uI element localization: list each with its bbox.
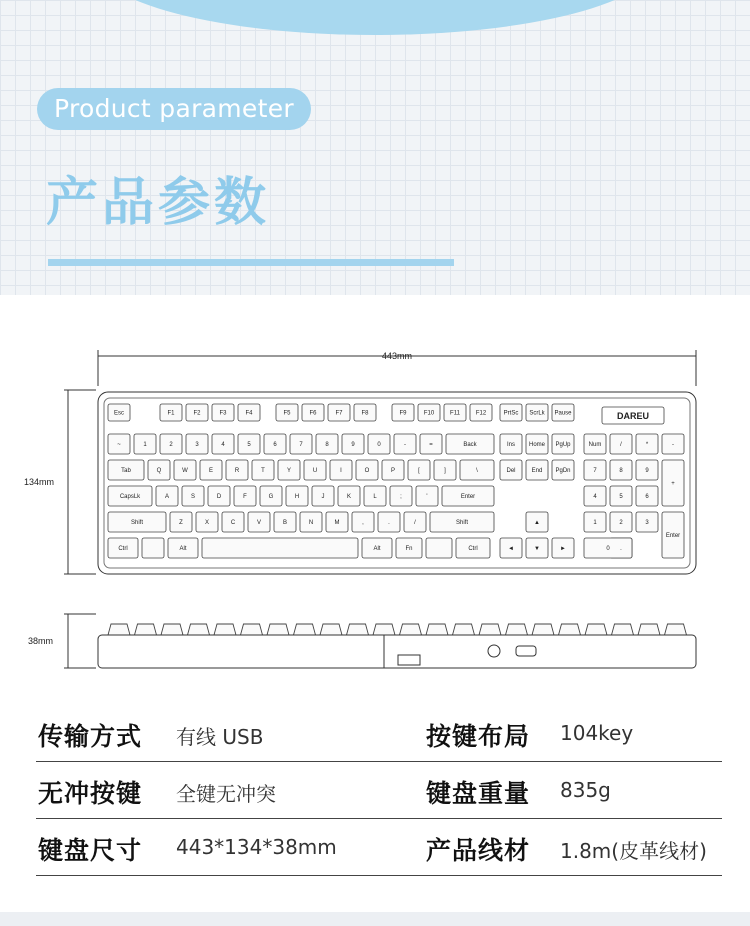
key-legend: 8 xyxy=(619,468,623,474)
key-legend: F4 xyxy=(245,410,253,417)
key-legend: CapsLk xyxy=(119,494,141,500)
keycap-side xyxy=(612,624,634,635)
key-legend: F10 xyxy=(423,410,435,417)
key-legend: J xyxy=(321,494,325,500)
key-legend: Tab xyxy=(121,468,131,474)
key-legend: 5 xyxy=(619,494,623,500)
keycap-side xyxy=(161,624,183,635)
key-legend: Fn xyxy=(405,546,413,552)
key-legend: A xyxy=(164,494,170,500)
keycap-side xyxy=(347,624,369,635)
param-value: 有线 USB xyxy=(176,725,264,749)
key-legend: = xyxy=(429,442,433,448)
key-legend: PgUp xyxy=(555,442,571,448)
key-legend: 2 xyxy=(169,442,173,448)
key-legend: F3 xyxy=(219,410,227,417)
key-legend: / xyxy=(620,442,622,448)
key-legend: ▼ xyxy=(534,546,540,552)
key-legend: , xyxy=(362,520,364,526)
keycap-side xyxy=(532,624,554,635)
param-row xyxy=(36,762,722,819)
keycap-side xyxy=(426,624,448,635)
page-title: 产品参数 xyxy=(46,173,271,233)
keycap-side xyxy=(320,624,342,635)
key-legend: 0 xyxy=(606,546,610,552)
key-legend: F2 xyxy=(193,410,201,417)
key-legend: Ctrl xyxy=(468,546,478,552)
key-legend: . xyxy=(388,520,390,526)
key-legend: ◄ xyxy=(508,546,514,552)
param-row xyxy=(36,705,722,762)
key-legend: B xyxy=(282,520,288,526)
key-legend: Z xyxy=(179,520,183,526)
key-legend: R xyxy=(234,468,240,474)
keycap-side xyxy=(585,624,607,635)
param-value: 443*134*38mm xyxy=(176,835,337,859)
key-legend: + xyxy=(671,481,675,487)
keycap-side xyxy=(214,624,236,635)
keycap-side xyxy=(638,624,660,635)
key-legend: 0 xyxy=(377,442,381,448)
key-legend: - xyxy=(672,442,674,448)
height-dimension: 134mm xyxy=(24,477,55,487)
key-legend: Del xyxy=(506,468,516,474)
param-value: 1.8m(皮革线材) xyxy=(560,839,707,863)
key-legend: Shift xyxy=(455,520,469,526)
key-legend: End xyxy=(531,468,543,474)
depth-dimension: 38mm xyxy=(28,636,54,646)
key-legend: 9 xyxy=(645,468,649,474)
key-legend: T xyxy=(261,468,265,474)
key-legend: N xyxy=(308,520,314,526)
key-legend: F6 xyxy=(309,410,317,417)
key-legend: F11 xyxy=(450,410,460,417)
key-legend: Pause xyxy=(554,410,572,417)
key-legend: G xyxy=(268,494,274,500)
key-legend: E xyxy=(208,468,214,474)
key-legend: 4 xyxy=(221,442,225,448)
key-legend: 2 xyxy=(619,520,623,526)
key-legend: U xyxy=(312,468,318,474)
key-legend: 5 xyxy=(247,442,251,448)
param-label: 键盘尺寸 xyxy=(38,836,143,865)
key-legend: M xyxy=(334,520,340,526)
key-legend: Home xyxy=(528,442,546,448)
width-dimension: 443mm xyxy=(381,351,413,361)
key-legend: ► xyxy=(560,546,566,552)
key-legend: / xyxy=(414,520,416,526)
keycap-side xyxy=(665,624,687,635)
keycap-side xyxy=(400,624,422,635)
key-legend: \ xyxy=(476,468,478,474)
key-legend: Shift xyxy=(130,520,144,526)
key-legend: 1 xyxy=(143,442,147,448)
key-legend: I xyxy=(340,468,342,474)
title-underline xyxy=(48,259,454,266)
param-value: 全键无冲突 xyxy=(176,782,276,806)
footer-strip xyxy=(0,912,750,926)
key-legend: . xyxy=(620,546,622,552)
key-legend: - xyxy=(404,442,406,448)
param-label: 传输方式 xyxy=(38,722,143,751)
parameter-table xyxy=(36,705,722,876)
key-legend: 3 xyxy=(645,520,649,526)
header-section xyxy=(0,0,750,295)
key-legend: Back xyxy=(463,442,477,448)
keycap-side xyxy=(294,624,316,635)
param-label: 按键布局 xyxy=(426,722,531,751)
key-legend: F12 xyxy=(475,410,487,417)
key-legend: K xyxy=(346,494,352,500)
key-legend: ▲ xyxy=(534,520,540,526)
key-legend: Alt xyxy=(373,546,381,552)
keycap-side xyxy=(506,624,528,635)
brand-label: DAREU xyxy=(616,411,650,421)
key-legend: * xyxy=(645,442,649,448)
key-legend: ScrLk xyxy=(529,410,545,417)
key-legend: V xyxy=(256,520,262,526)
keycap-side xyxy=(108,624,130,635)
key-legend: ] xyxy=(444,468,446,474)
param-value: 835g xyxy=(560,778,611,802)
keycap-side xyxy=(241,624,263,635)
key-legend: F1 xyxy=(167,410,175,417)
key-legend: PgDn xyxy=(555,468,571,474)
key-legend: Y xyxy=(286,468,292,474)
keyboard-dimension-drawing xyxy=(0,330,750,690)
key-legend: F8 xyxy=(361,410,369,417)
decorative-arc xyxy=(95,0,655,35)
keycap-side xyxy=(373,624,395,635)
key-legend: ~ xyxy=(117,442,121,448)
key-legend: W xyxy=(182,468,188,474)
key-legend: 7 xyxy=(593,468,597,474)
param-label: 产品线材 xyxy=(426,836,531,865)
key-legend: Q xyxy=(156,468,162,474)
keycap-side xyxy=(267,624,289,635)
key-legend: ; xyxy=(400,494,402,500)
keycap-side xyxy=(453,624,475,635)
key-outline xyxy=(142,538,164,558)
key-legend: S xyxy=(190,494,196,500)
key-legend: Num xyxy=(588,442,602,448)
key-legend: 4 xyxy=(593,494,597,500)
param-label: 键盘重量 xyxy=(426,779,531,808)
key-legend: P xyxy=(390,468,396,474)
key-legend: O xyxy=(364,468,370,474)
key-legend: F7 xyxy=(335,410,343,417)
key-legend: F9 xyxy=(399,410,407,417)
key-legend: Alt xyxy=(179,546,187,552)
key-legend: F xyxy=(243,494,247,500)
key-legend: Ctrl xyxy=(118,546,128,552)
key-legend: Enter xyxy=(460,494,476,500)
key-legend: X xyxy=(204,520,210,526)
keycap-side xyxy=(479,624,501,635)
key-legend: 7 xyxy=(299,442,303,448)
key-legend: [ xyxy=(418,468,420,474)
key-legend: ' xyxy=(426,494,428,500)
key-outline xyxy=(426,538,452,558)
key-outline xyxy=(202,538,358,558)
key-legend: Enter xyxy=(665,533,681,539)
key-legend: 8 xyxy=(325,442,329,448)
keycap-side xyxy=(559,624,581,635)
key-legend: D xyxy=(216,494,222,500)
key-legend: H xyxy=(294,494,300,500)
key-legend: 6 xyxy=(645,494,649,500)
param-label: 无冲按键 xyxy=(38,779,143,808)
key-legend: 6 xyxy=(273,442,277,448)
keycap-side xyxy=(135,624,157,635)
key-legend: 3 xyxy=(195,442,199,448)
key-legend: F5 xyxy=(283,410,291,417)
keycap-side xyxy=(188,624,210,635)
param-value: 104key xyxy=(560,721,634,745)
key-legend: Esc xyxy=(113,410,125,417)
key-legend: Ins xyxy=(506,442,516,448)
key-legend: C xyxy=(230,520,236,526)
param-row xyxy=(36,819,722,876)
key-legend: 9 xyxy=(351,442,355,448)
section-pill: Product parameter xyxy=(37,88,311,130)
key-legend: 1 xyxy=(593,520,597,526)
key-legend: PrtSc xyxy=(503,410,519,417)
key-legend: L xyxy=(373,494,377,500)
